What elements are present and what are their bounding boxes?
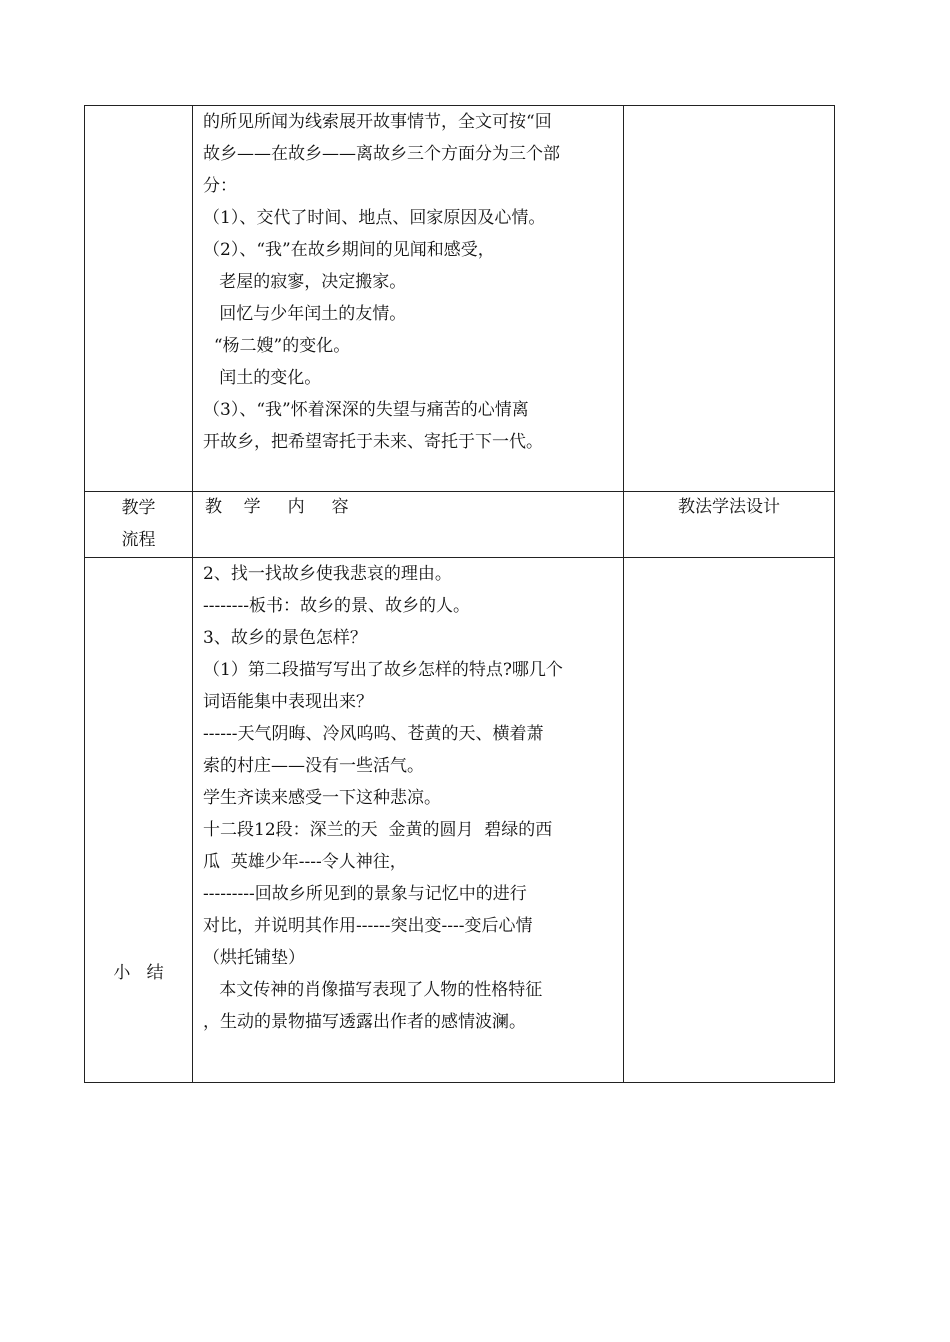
text-line: 回忆与少年闰土的友情。 <box>203 304 407 324</box>
text-line: （2）、“我”在故乡期间的见闻和感受， <box>203 240 495 260</box>
content-cell <box>193 106 624 492</box>
text-line: ------天气阴晦、冷风呜呜、苍黄的天、横着萧 <box>203 724 544 744</box>
method-cell-empty <box>624 558 835 1083</box>
text-line: 本文传神的肖像描写表现了人物的性格特征 <box>203 980 543 1000</box>
flow-cell-empty <box>85 106 193 492</box>
text-line: 2、找一找故乡使我悲哀的理由。 <box>203 564 452 584</box>
header-teaching-flow <box>85 492 193 558</box>
lesson-plan-table <box>84 105 835 1083</box>
text-line: 学生齐读来感受一下这种悲凉。 <box>203 788 441 808</box>
text-line: --------板书：故乡的景、故乡的人。 <box>203 596 470 616</box>
text-line: “杨二嫂”的变化。 <box>203 336 351 356</box>
text-line: （3）、“我”怀着深深的失望与痛苦的心情离 <box>203 400 529 420</box>
text-line: 闰土的变化。 <box>203 368 322 388</box>
text-line: ---------回故乡所见到的景象与记忆中的进行 <box>203 884 527 904</box>
method-cell-empty <box>624 106 835 492</box>
table-header-row <box>85 492 835 558</box>
text-line: 瓜 英雄少年----令人神往， <box>203 852 407 872</box>
text-line: 分： <box>203 176 237 196</box>
text-line: （1）第二段描写写出了故乡怎样的特点?哪几个 <box>203 660 563 680</box>
summary-label: 小 结 <box>113 963 164 983</box>
text-line: （烘托铺垫） <box>203 948 305 968</box>
content-cell <box>193 558 624 1083</box>
header-teaching-content <box>193 492 624 558</box>
text-line: 的所见所闻为线索展开故事情节，全文可按“回 <box>203 112 552 132</box>
flow-cell-summary <box>85 558 193 1083</box>
header-method-label: 教法学法设计 <box>678 497 780 517</box>
header-content-label: 教 学 内 容 <box>205 497 349 517</box>
header-label-line: 教学 <box>121 498 156 518</box>
text-line: 对比，并说明其作用------突出变----变后心情 <box>203 916 533 936</box>
content-text <box>193 106 623 458</box>
text-line: 词语能集中表现出来？ <box>203 692 373 712</box>
text-line: ，生动的景物描写透露出作者的感情波澜。 <box>203 1012 526 1032</box>
header-label-line: 流程 <box>121 530 156 550</box>
content-text <box>193 558 623 1038</box>
text-line: 开故乡，把希望寄托于未来、寄托于下一代。 <box>203 432 543 452</box>
text-line: 索的村庄——没有一些活气。 <box>203 756 424 776</box>
table-row-summary <box>85 558 835 1083</box>
header-method-design <box>624 492 835 558</box>
text-line: 3、故乡的景色怎样？ <box>203 628 367 648</box>
table-row-continuation <box>85 106 835 492</box>
text-line: 故乡——在故乡——离故乡三个方面分为三个部 <box>203 144 560 164</box>
text-line: （1）、交代了时间、地点、回家原因及心情。 <box>203 208 546 228</box>
text-line: 十二段12段：深兰的天 金黄的圆月 碧绿的西 <box>203 820 553 840</box>
text-line: 老屋的寂寥，决定搬家。 <box>203 272 407 292</box>
